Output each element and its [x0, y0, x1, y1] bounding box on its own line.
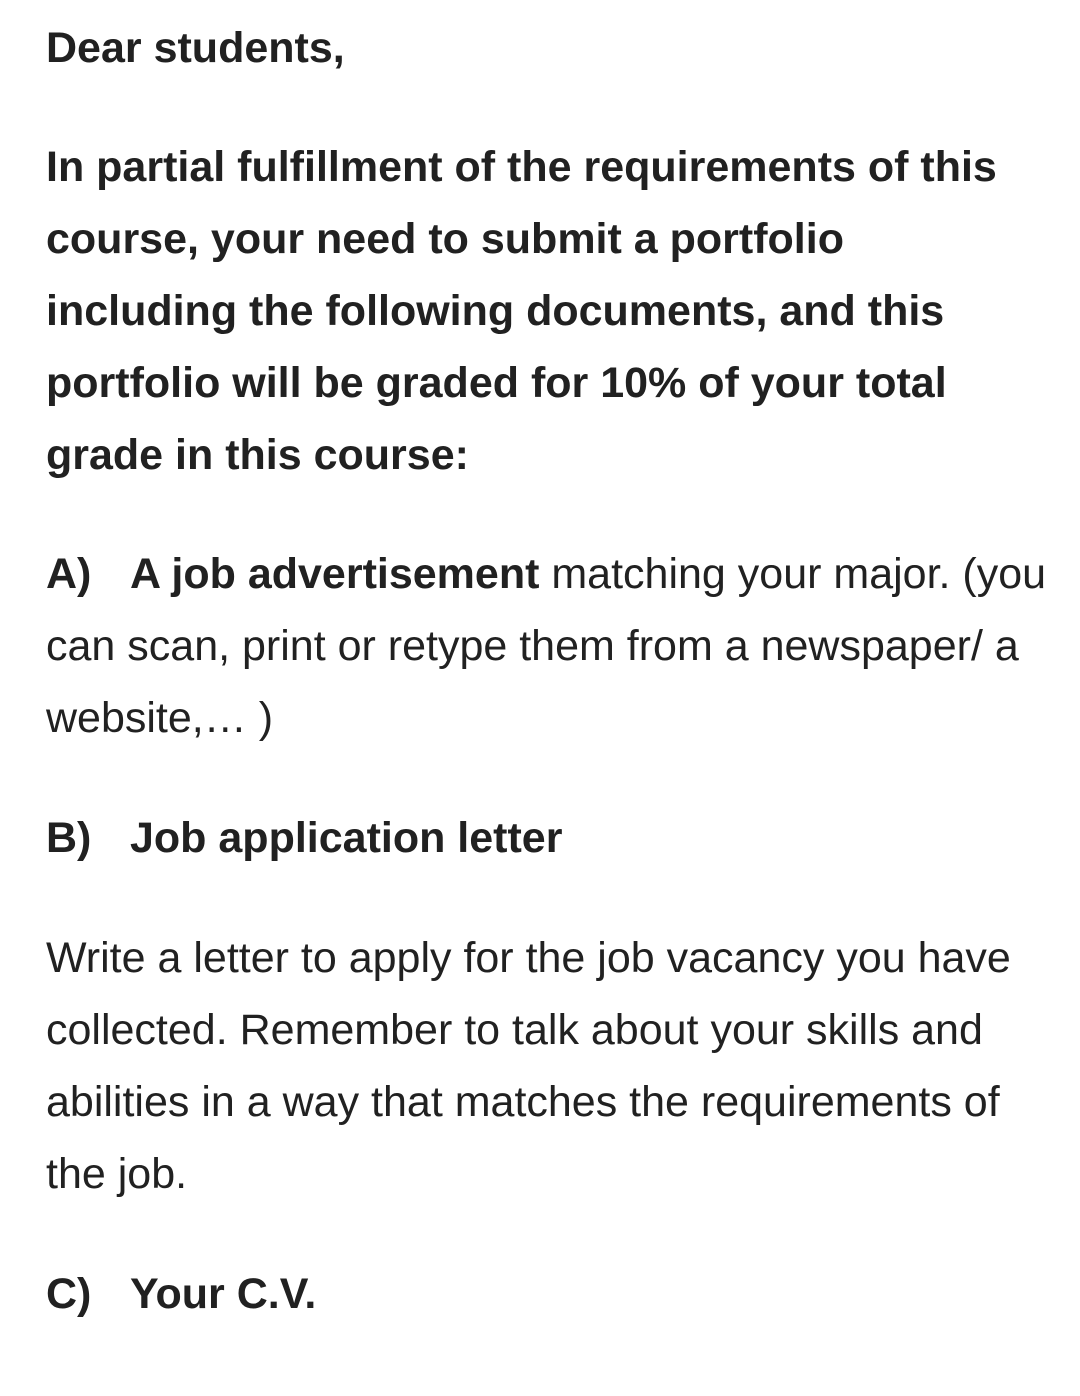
item-b-title: Job application letter: [130, 814, 563, 862]
greeting: Dear students,: [46, 24, 345, 72]
item-a-description: matching your major. (you can scan, print or retype them from a newspaper/ a website,… ): [46, 550, 1047, 742]
item-c-marker: C): [46, 1270, 92, 1318]
item-b: [46, 802, 1056, 874]
item-c-title: Your C.V.: [130, 1270, 317, 1318]
intro-paragraph: In partial fulfillment of the requirements of this course, your need to submit a portfolio including the following documents, and this portfolio will be graded for 10% of your total grade in this course:: [46, 143, 997, 479]
item-a-marker: A): [46, 550, 92, 598]
item-b-marker: B): [46, 814, 92, 862]
item-a: [46, 538, 1056, 754]
letter-instructions: Write a letter to apply for the job vacancy you have collected. Remember to talk about your skills and abilities in a way that matches the requirements of the job.: [46, 934, 1011, 1198]
item-a-title: A job advertisement: [130, 550, 540, 598]
item-c: [46, 1258, 1056, 1330]
